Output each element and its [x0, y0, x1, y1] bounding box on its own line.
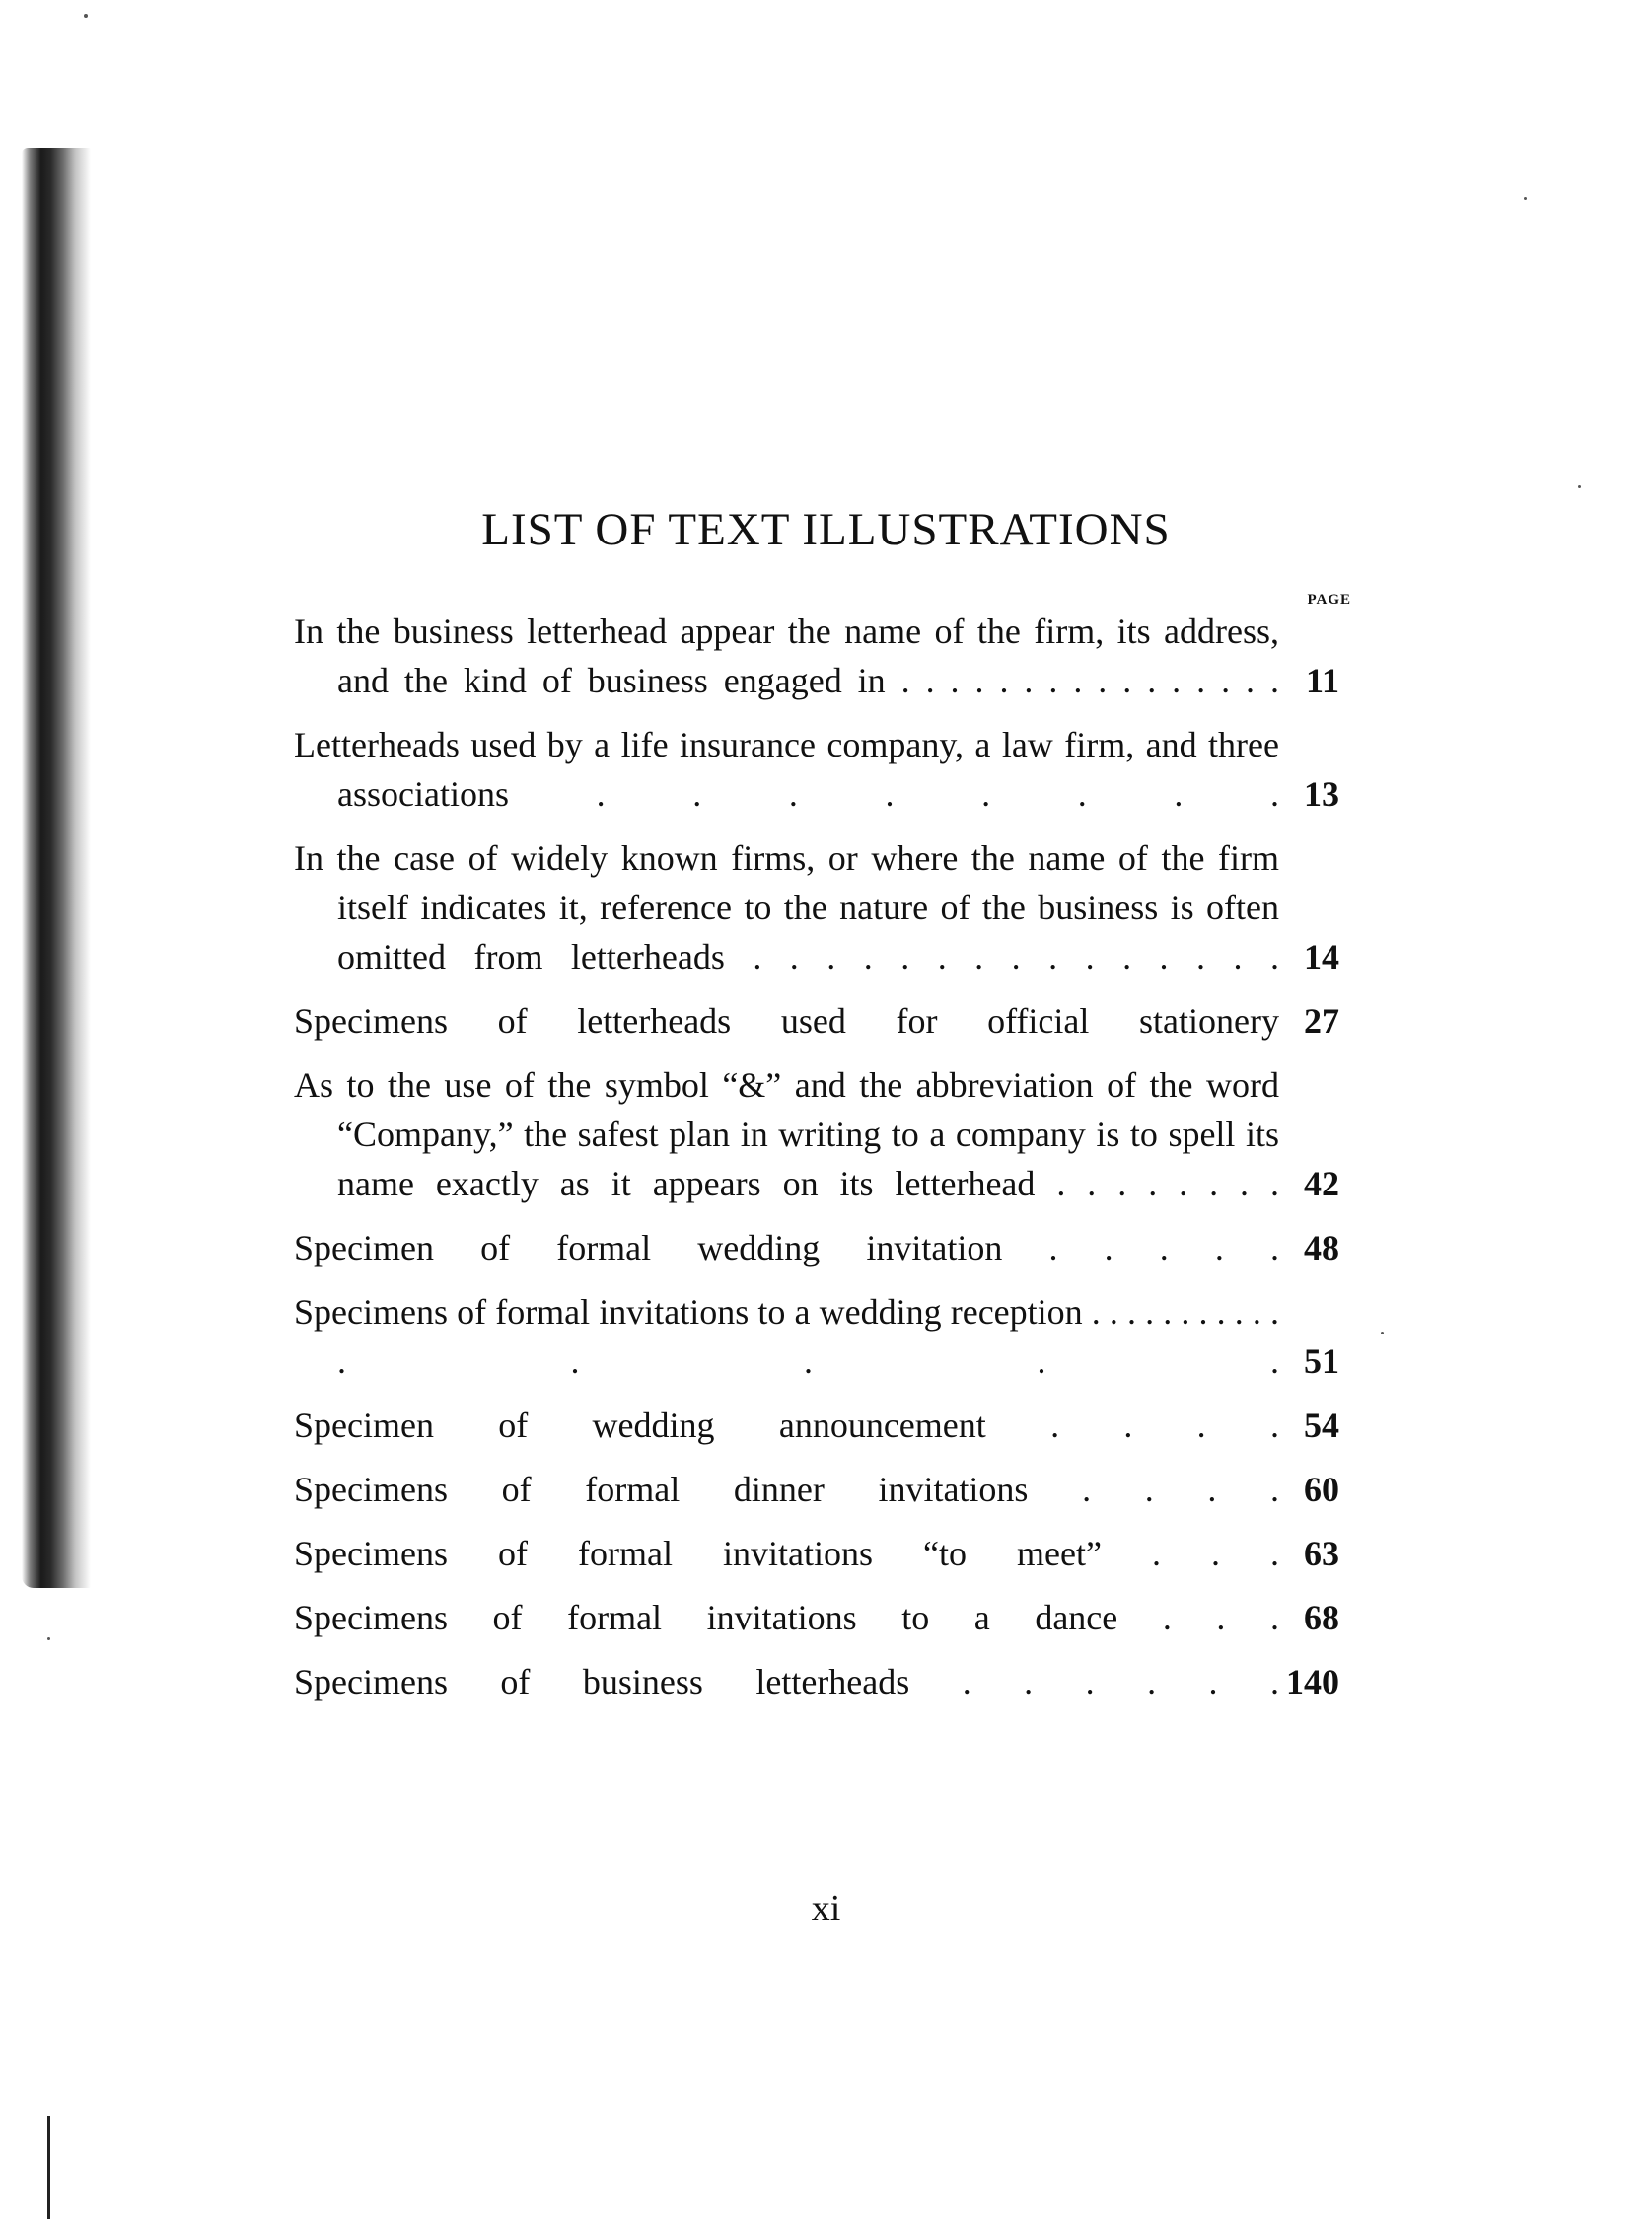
toc-entry-title: Specimen of wedding announcement . . . . [294, 1406, 1279, 1445]
toc-entry-title: In the business letterhead appear the name of the firm, its address, and the kind of business engaged in . . . . . . . . . . . . . . . . [294, 612, 1279, 700]
toc-entry-page: 54 [1304, 1406, 1339, 1445]
toc-entry [294, 1401, 1339, 1450]
paper-speck [1381, 1332, 1384, 1334]
toc-entry-title: Specimens of letterheads used for official stationery [294, 1001, 1279, 1041]
toc-entry-title: Letterheads used by a life insurance company, a law firm, and three associations . . . . . . . . [294, 725, 1279, 814]
toc-entry-title: Specimen of formal wedding invitation . . . . . [294, 1228, 1279, 1267]
toc-entry [294, 1465, 1339, 1514]
toc-entry-title: Specimens of formal invitations to a dance . . . [294, 1598, 1279, 1637]
toc-list [294, 607, 1339, 1706]
toc-entry-title: Specimens of business letterheads . . . . . . [294, 1662, 1279, 1701]
toc-entry-page: 48 [1304, 1228, 1339, 1267]
page-column-header: PAGE [1307, 592, 1351, 608]
page-number: xi [811, 1888, 841, 1929]
toc-entry [294, 1060, 1339, 1208]
toc-entry-page: 140 [1286, 1662, 1339, 1701]
toc-entry-page: 60 [1304, 1470, 1339, 1509]
toc-entry-title: Specimens of formal invitations “to meet” . . . [294, 1534, 1279, 1573]
toc-entry-title: Specimens of formal dinner invitations . . . . [294, 1470, 1279, 1509]
toc-entry-page: 27 [1304, 1001, 1339, 1041]
toc-entry [294, 1657, 1339, 1706]
toc-entry-page: 14 [1304, 937, 1339, 976]
toc-entry [294, 996, 1339, 1046]
toc-entry [294, 833, 1339, 981]
paper-speck [84, 14, 88, 18]
binding-shadow [22, 148, 91, 1588]
toc-entry [294, 720, 1339, 819]
toc-entry-title: In the case of widely known firms, or where the name of the firm itself indicates it, reference to the nature of the business is often omitted from letterheads . . . . . . . . . . . . . . . [294, 838, 1279, 976]
toc-entry [294, 1593, 1339, 1642]
toc-entry-page: 63 [1304, 1534, 1339, 1573]
toc-entry-page: 51 [1304, 1341, 1339, 1381]
toc-entry [294, 1223, 1339, 1272]
toc-entry-page: 13 [1304, 774, 1339, 814]
paper-speck [47, 1637, 50, 1640]
toc-entry [294, 607, 1339, 705]
toc-entry [294, 1529, 1339, 1578]
toc-entry [294, 1287, 1339, 1386]
toc-entry-page: 68 [1304, 1598, 1339, 1637]
toc-entry-title: Specimens of formal invitations to a wedding reception . . . . . . . . . . . . . . . . [294, 1292, 1279, 1381]
paper-speck [1578, 485, 1581, 488]
page-title: LIST OF TEXT ILLUSTRATIONS [481, 504, 1171, 555]
paper-speck [1524, 197, 1527, 200]
toc-entry-page: 11 [1305, 661, 1339, 700]
margin-mark [47, 2116, 50, 2219]
toc-entry-page: 42 [1304, 1164, 1339, 1203]
toc-entry-title: As to the use of the symbol “&” and the abbreviation of the word “Company,” the safest plan in writing to a company is to spell its name exactly as it appears on its letterhead . . . . . . . . [294, 1065, 1279, 1203]
